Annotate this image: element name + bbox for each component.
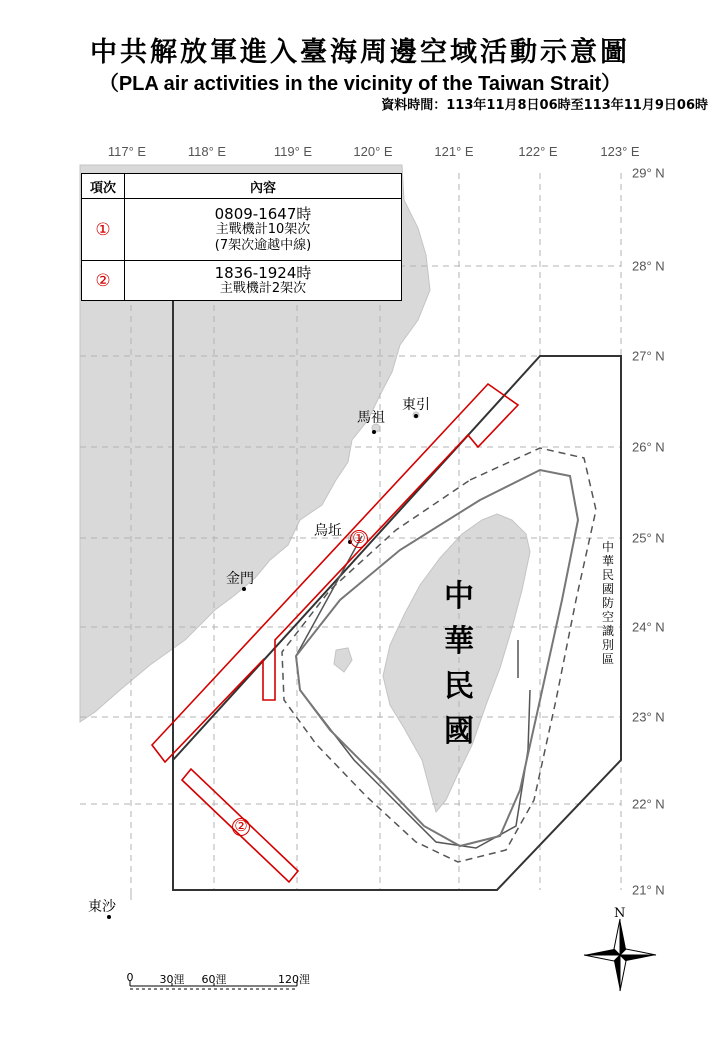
lat-label-27: 27° N — [632, 348, 665, 364]
lon-label-120: 120° E — [353, 144, 393, 159]
matsu-point — [372, 430, 376, 434]
page-subtitle: （PLA air activities in the vicinity of the Taiwan Strait） — [98, 73, 622, 95]
lat-label-28: 28° N — [632, 258, 665, 274]
taiwan-label: 中華民國 — [444, 579, 474, 749]
legend-row-1-marker: ① — [82, 199, 125, 261]
north-label: N — [614, 906, 626, 921]
place-dongsha: 東沙 — [88, 899, 116, 915]
legend-row-2-time: 1836-1924時 — [214, 263, 312, 282]
legend-row-1-median: (7架次逾越中線) — [214, 237, 312, 253]
lat-label-22: 22° N — [632, 796, 665, 812]
lon-label-117: 117° E — [107, 144, 147, 159]
legend-row-1-content — [125, 199, 402, 261]
lat-label-21: 21° N — [632, 882, 665, 898]
page-title: 中共解放軍進入臺海周邊空域活動示意圖 — [90, 37, 630, 68]
lat-label-26: 26° N — [632, 439, 665, 455]
legend-row-1-count: 主戰機計10架次 — [215, 221, 311, 237]
data-time: 資料時間：113年11月8日06時至113年11月9日06時 — [381, 98, 708, 113]
scale-label-60: 60浬 — [201, 973, 227, 986]
adiz-label: 中華民國防空識別區 — [601, 540, 614, 666]
zone-1-marker: ① — [350, 530, 368, 548]
legend-row-1-time: 0809-1647時 — [214, 204, 312, 223]
dongyin-point — [414, 414, 418, 418]
legend-header-item: 項次 — [82, 174, 125, 199]
kinmen-point — [242, 587, 246, 591]
scale-label-30: 30浬 — [159, 973, 185, 986]
place-matsu: 馬祖 — [357, 410, 385, 426]
lat-label-25: 25° N — [632, 530, 665, 546]
dongsha-point — [107, 915, 111, 919]
scale-label-0: 0 — [126, 971, 134, 984]
lon-label-118: 118° E — [187, 144, 227, 159]
lon-label-121: 121° E — [434, 144, 474, 159]
activity-legend-table — [81, 173, 402, 301]
scale-label-120: 120浬 — [278, 973, 310, 986]
zone-2-marker: ② — [232, 818, 250, 836]
lon-label-122: 122° E — [518, 144, 558, 159]
place-dongyin: 東引 — [402, 397, 430, 413]
legend-row-2-marker: ② — [82, 261, 125, 301]
place-wuqiu: 烏坵 — [314, 523, 342, 539]
legend-header-content: 內容 — [125, 174, 402, 199]
place-kinmen: 金門 — [226, 571, 254, 587]
lat-label-29: 29° N — [632, 165, 665, 181]
lat-label-23: 23° N — [632, 709, 665, 725]
lon-label-119: 119° E — [273, 144, 313, 159]
compass-rose — [584, 919, 656, 991]
lat-label-24: 24° N — [632, 619, 665, 635]
lon-label-123: 123° E — [600, 144, 640, 159]
penghu-islands — [334, 648, 352, 672]
legend-row-2-content — [125, 261, 402, 301]
legend-row-2-count: 主戰機計2架次 — [219, 280, 307, 296]
